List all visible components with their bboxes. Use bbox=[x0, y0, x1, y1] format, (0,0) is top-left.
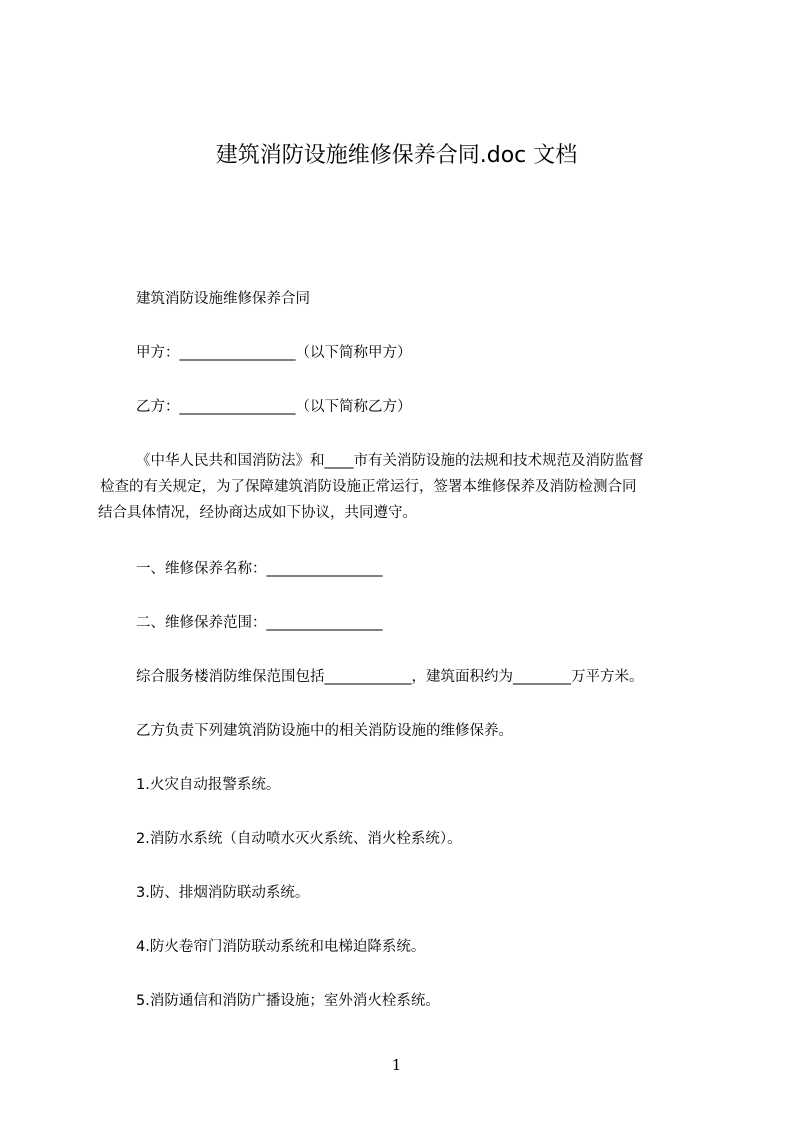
system-item: 3.防、排烟消防联动系统。 bbox=[136, 885, 310, 901]
party-b-line: 乙方：________________（以下简称乙方） bbox=[136, 399, 412, 415]
page-number: 1 bbox=[391, 1056, 402, 1074]
preamble-line: 检查的有关规定，为了保障建筑消防设施正常运行，签署本维修保养及消防检测合同 bbox=[100, 479, 637, 495]
section-2-scope: 二、维修保养范围：________________ bbox=[136, 615, 383, 631]
system-item: 5.消防通信和消防广播设施；室外消火栓系统。 bbox=[136, 993, 440, 1009]
preamble-paragraph bbox=[98, 451, 698, 529]
party-a-line: 甲方：________________（以下简称甲方） bbox=[136, 345, 412, 361]
preamble-line: 《中华人民共和国消防法》和____市有关消防设施的法规和技术规范及消防监督 bbox=[136, 453, 644, 469]
system-item: 1.火灾自动报警系统。 bbox=[136, 777, 281, 793]
responsibility-statement: 乙方负责下列建筑消防设施中的相关消防设施的维修保养。 bbox=[136, 723, 513, 739]
preamble-line: 结合具体情况，经协商达成如下协议，共同遵守。 bbox=[98, 505, 417, 521]
section-1-name: 一、维修保养名称：________________ bbox=[136, 561, 383, 577]
document-title: 建筑消防设施维修保养合同.doc 文档 bbox=[215, 143, 578, 168]
system-item: 2.消防水系统（自动喷水灭火系统、消火栓系统）。 bbox=[136, 831, 462, 847]
system-item: 4.防火卷帘门消防联动系统和电梯迫降系统。 bbox=[136, 939, 426, 955]
contract-heading: 建筑消防设施维修保养合同 bbox=[136, 291, 310, 307]
scope-description: 综合服务楼消防维保范围包括____________，建筑面积约为________万平方米。 bbox=[136, 669, 644, 685]
